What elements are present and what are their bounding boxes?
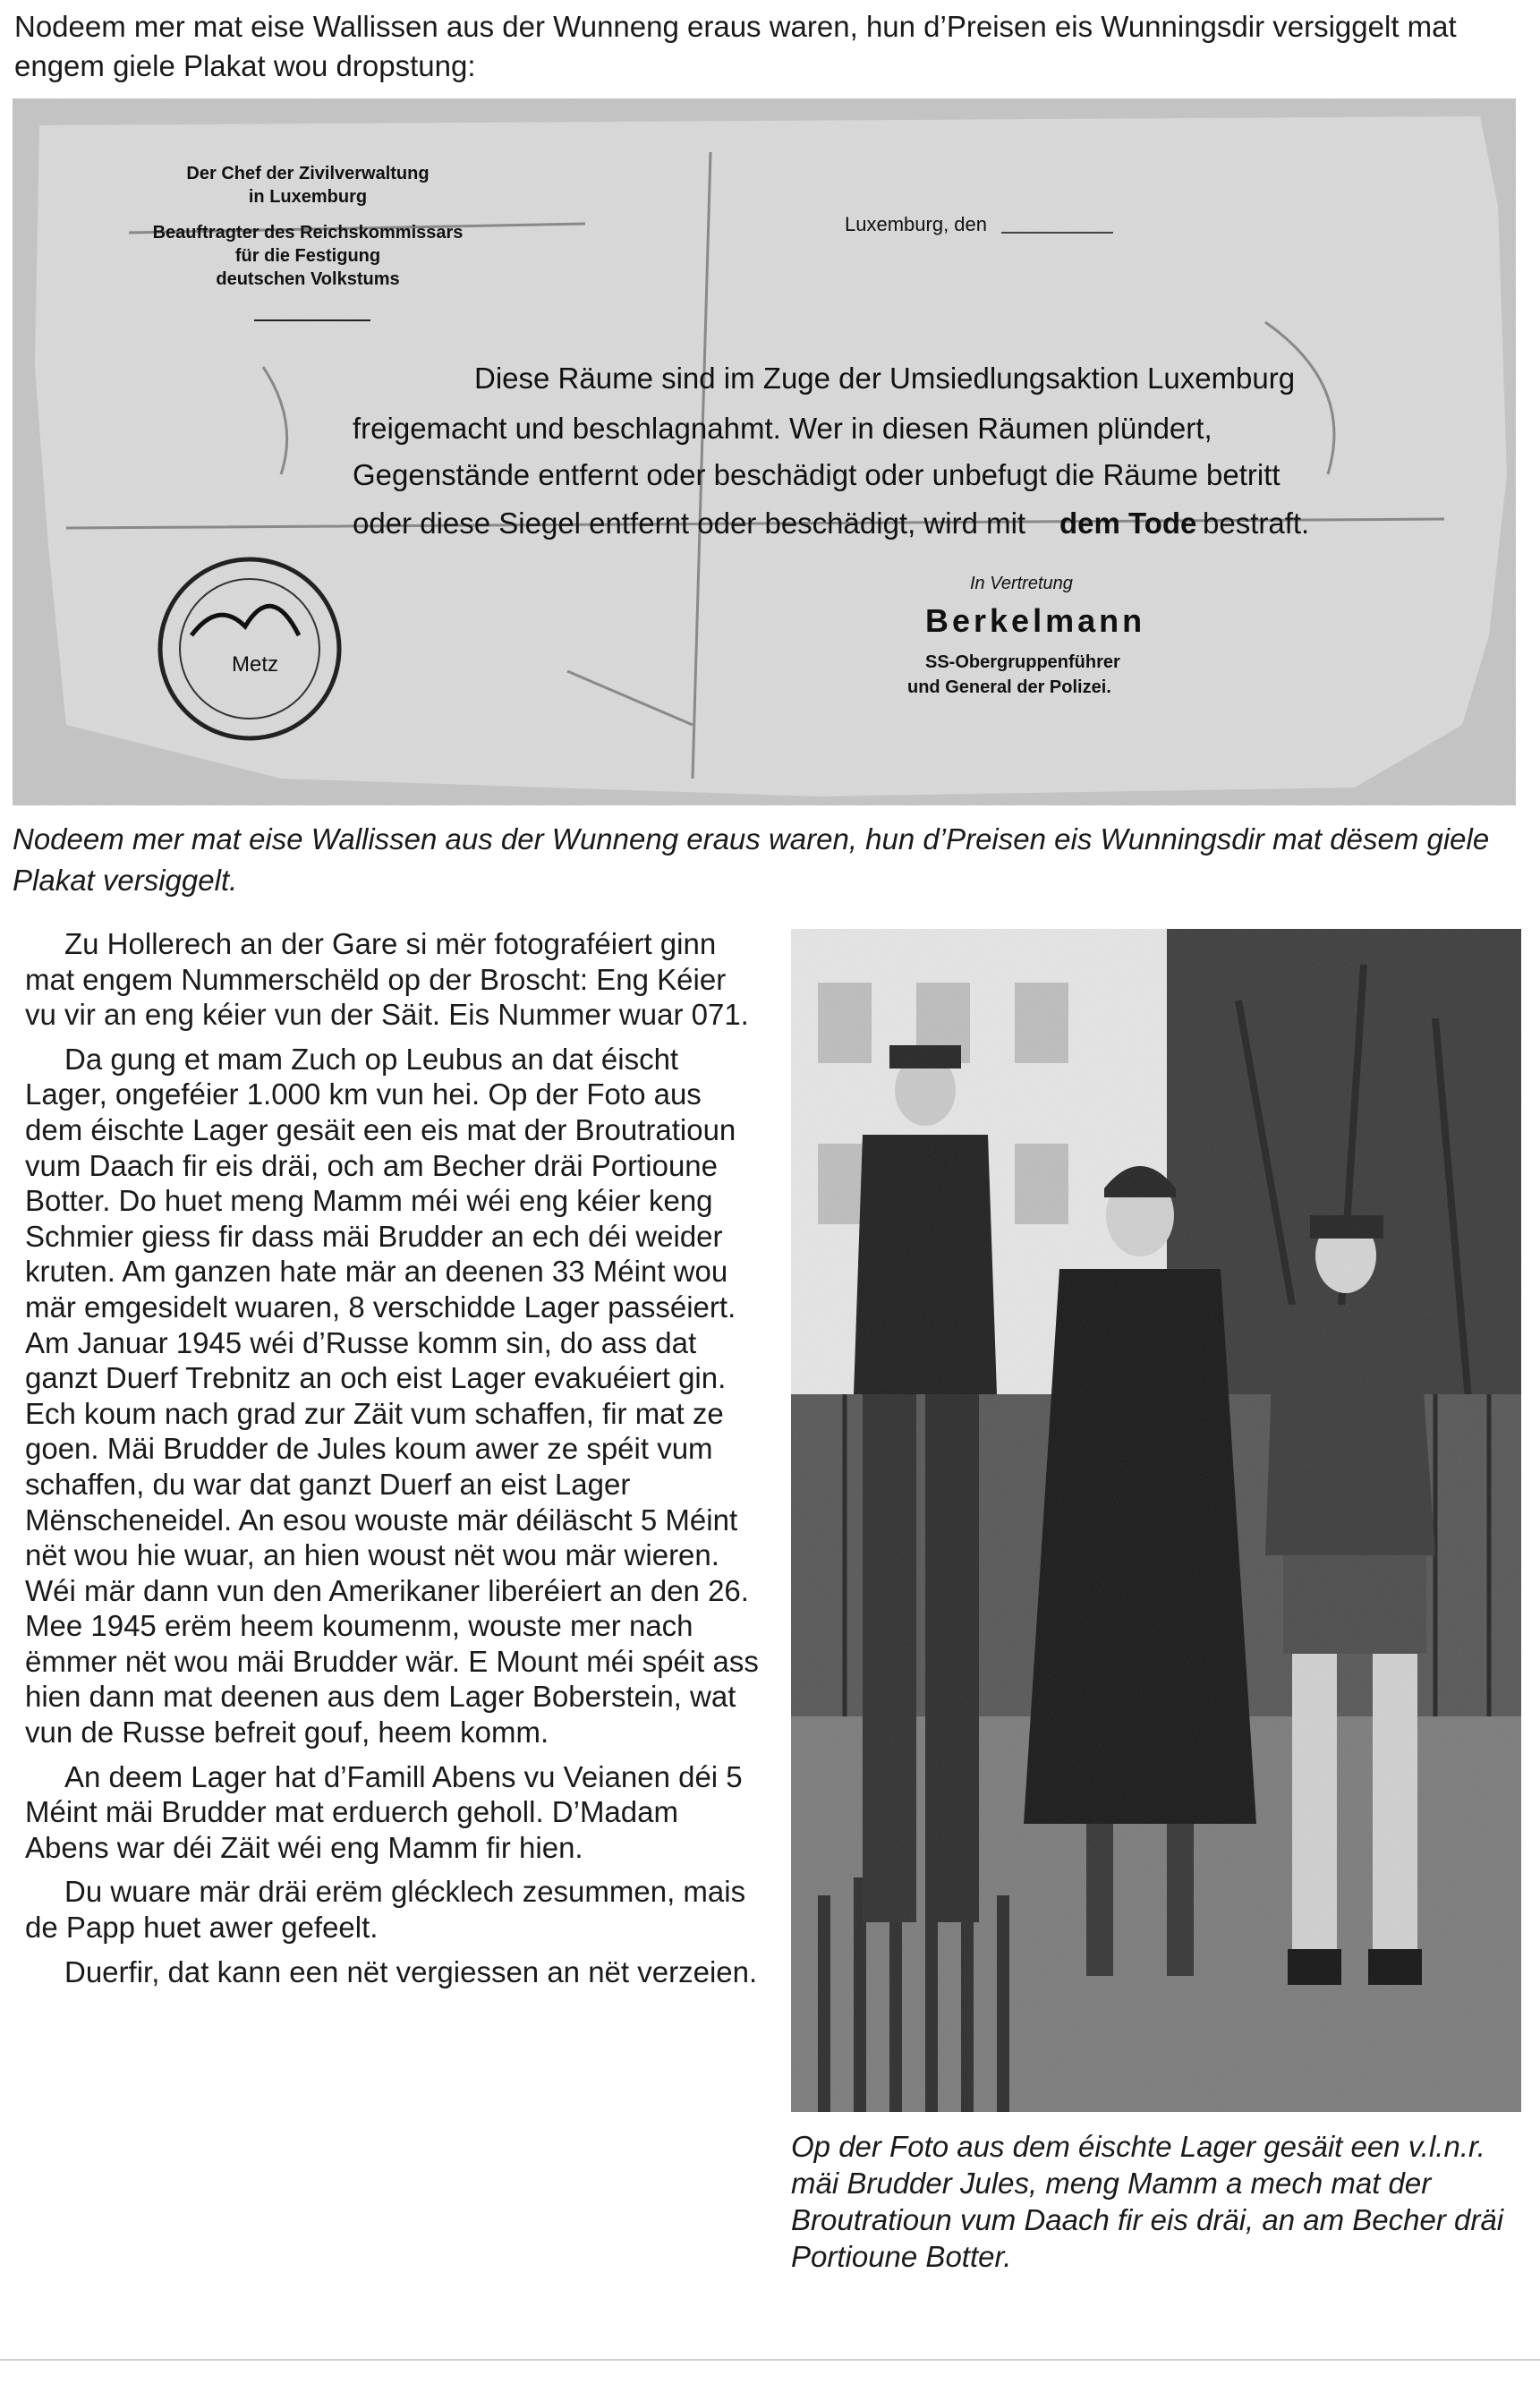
- article-body: [25, 926, 759, 1998]
- article-paragraph: An deem Lager hat d’Famill Abens vu Veianen déi 5 Méint mäi Brudder mat erduerch geholl. D’Madam Abens war déi Zäit wéi eng Mamm fir hien.: [25, 1759, 743, 1864]
- poster-body-line: freigemacht und beschlagnahmt. Wer in diesen Räumen plündert,: [353, 412, 1212, 445]
- poster-body-line: oder diese Siegel entfernt oder beschädigt, wird mit: [353, 507, 1026, 540]
- photo-caption: Op der Foto aus dem éischte Lager gesäit een v.l.n.r. mäi Brudder Jules, meng Mamm a mech mat der Broutratioun vum Daach fir eis dräi, an am Becher dräi Portioune Botter.: [791, 2130, 1504, 2273]
- poster-authority-line: Beauftragter des Reichskommissars: [152, 223, 464, 243]
- poster-place-date: Luxemburg, den: [845, 213, 987, 235]
- intro-paragraph: Nodeem mer mat eise Wallissen aus der Wunneng eraus waren, hun d’Preisen eis Wunningsdir versiggelt mat engem giele Plakat wou dropstung:: [14, 10, 1457, 82]
- sealed-door-poster-image: [13, 98, 1516, 805]
- stamp-text: Metz: [232, 652, 279, 677]
- poster-body-line: Gegenstände entfernt oder beschädigt oder unbefugt die Räume betritt: [353, 458, 1280, 491]
- poster-body-end: bestraft.: [1203, 507, 1310, 540]
- family-camp-photo: [791, 929, 1521, 2112]
- poster-authority-line: für die Festigung: [234, 246, 381, 266]
- poster-body-line: Diese Räume sind im Zuge der Umsiedlungsaktion Luxemburg: [474, 362, 1296, 395]
- poster-body-emphasis: dem Tode: [1059, 507, 1197, 540]
- article-paragraph: Duerfir, dat kann een nët vergiessen an nët verzeien.: [64, 1954, 758, 1988]
- poster-signature-title: SS-Obergruppenführer: [925, 652, 1120, 672]
- poster-signature-name: Berkelmann: [925, 602, 1146, 639]
- poster-authority-line: in Luxemburg: [248, 187, 368, 207]
- poster-authority-line: Der Chef der Zivilverwaltung: [186, 164, 430, 183]
- article-paragraph: Zu Hollerech an der Gare si mër fotograféiert ginn mat engem Nummerschëld op der Broscht: Eng Kéier vu vir an eng kéier vun der Säit. Eis Nummer wuar 071.: [25, 927, 749, 1032]
- bottom-divider: [0, 2359, 1540, 2361]
- poster-signature-title: und General der Polizei.: [907, 677, 1111, 697]
- article-paragraph: Da gung et mam Zuch op Leubus an dat éischt Lager, ongeféier 1.000 km vun hei. Op der Foto aus dem éischte Lager gesäit een eis mat der Broutratioun vum Daach fir eis dräi, och am Becher dräi Portioune Botter. Do huet meng Mamm méi wéi eng kéier keng Schmier giess fir dass mäi Brudder an ech déi weider kruten. Am ganzen hate mär an deenen 33 Méint wou mär emgesidelt wuaren, 8 verschidde Lager passéiert. Am Januar 1945 wéi d’Russe komm sin, do ass dat ganzt Duerf Trebnitz an och eist Lager evakuéiert gin. Ech koum nach grad zur Zäit vum schaffen, fir mat ze goen. Mäi Brudder de Jules koum awer ze spéit vum schaffen, du war dat ganzt Duerf an eist Lager Mënscheneidel. An esou wouste mär déiläscht 5 Méint nët wou hie wuar, an hien woust nët wou mär wieren. Wéi mär dann vun den Amerikaner liberéiert an den 26. Mee 1945 erëm heem koumenm, wouste mer nach ëmmer nët wou mäi Brudder wär. E Mount méi spéit ass hien dann mat deenen aus dem Lager Boberstein, wat vun de Russe befreit gouf, heem komm.: [25, 1042, 759, 1750]
- poster-caption: Nodeem mer mat eise Wallissen aus der Wunneng eraus waren, hun d’Preisen eis Wunningsdir mat dësem giele Plakat versiggelt.: [13, 822, 1490, 897]
- poster-authority-line: deutschen Volkstums: [216, 269, 400, 289]
- article-paragraph: Du wuare mär dräi erëm glécklech zesummen, mais de Papp huet awer gefeelt.: [25, 1875, 746, 1945]
- poster-signature-prefix: In Vertretung: [970, 574, 1073, 593]
